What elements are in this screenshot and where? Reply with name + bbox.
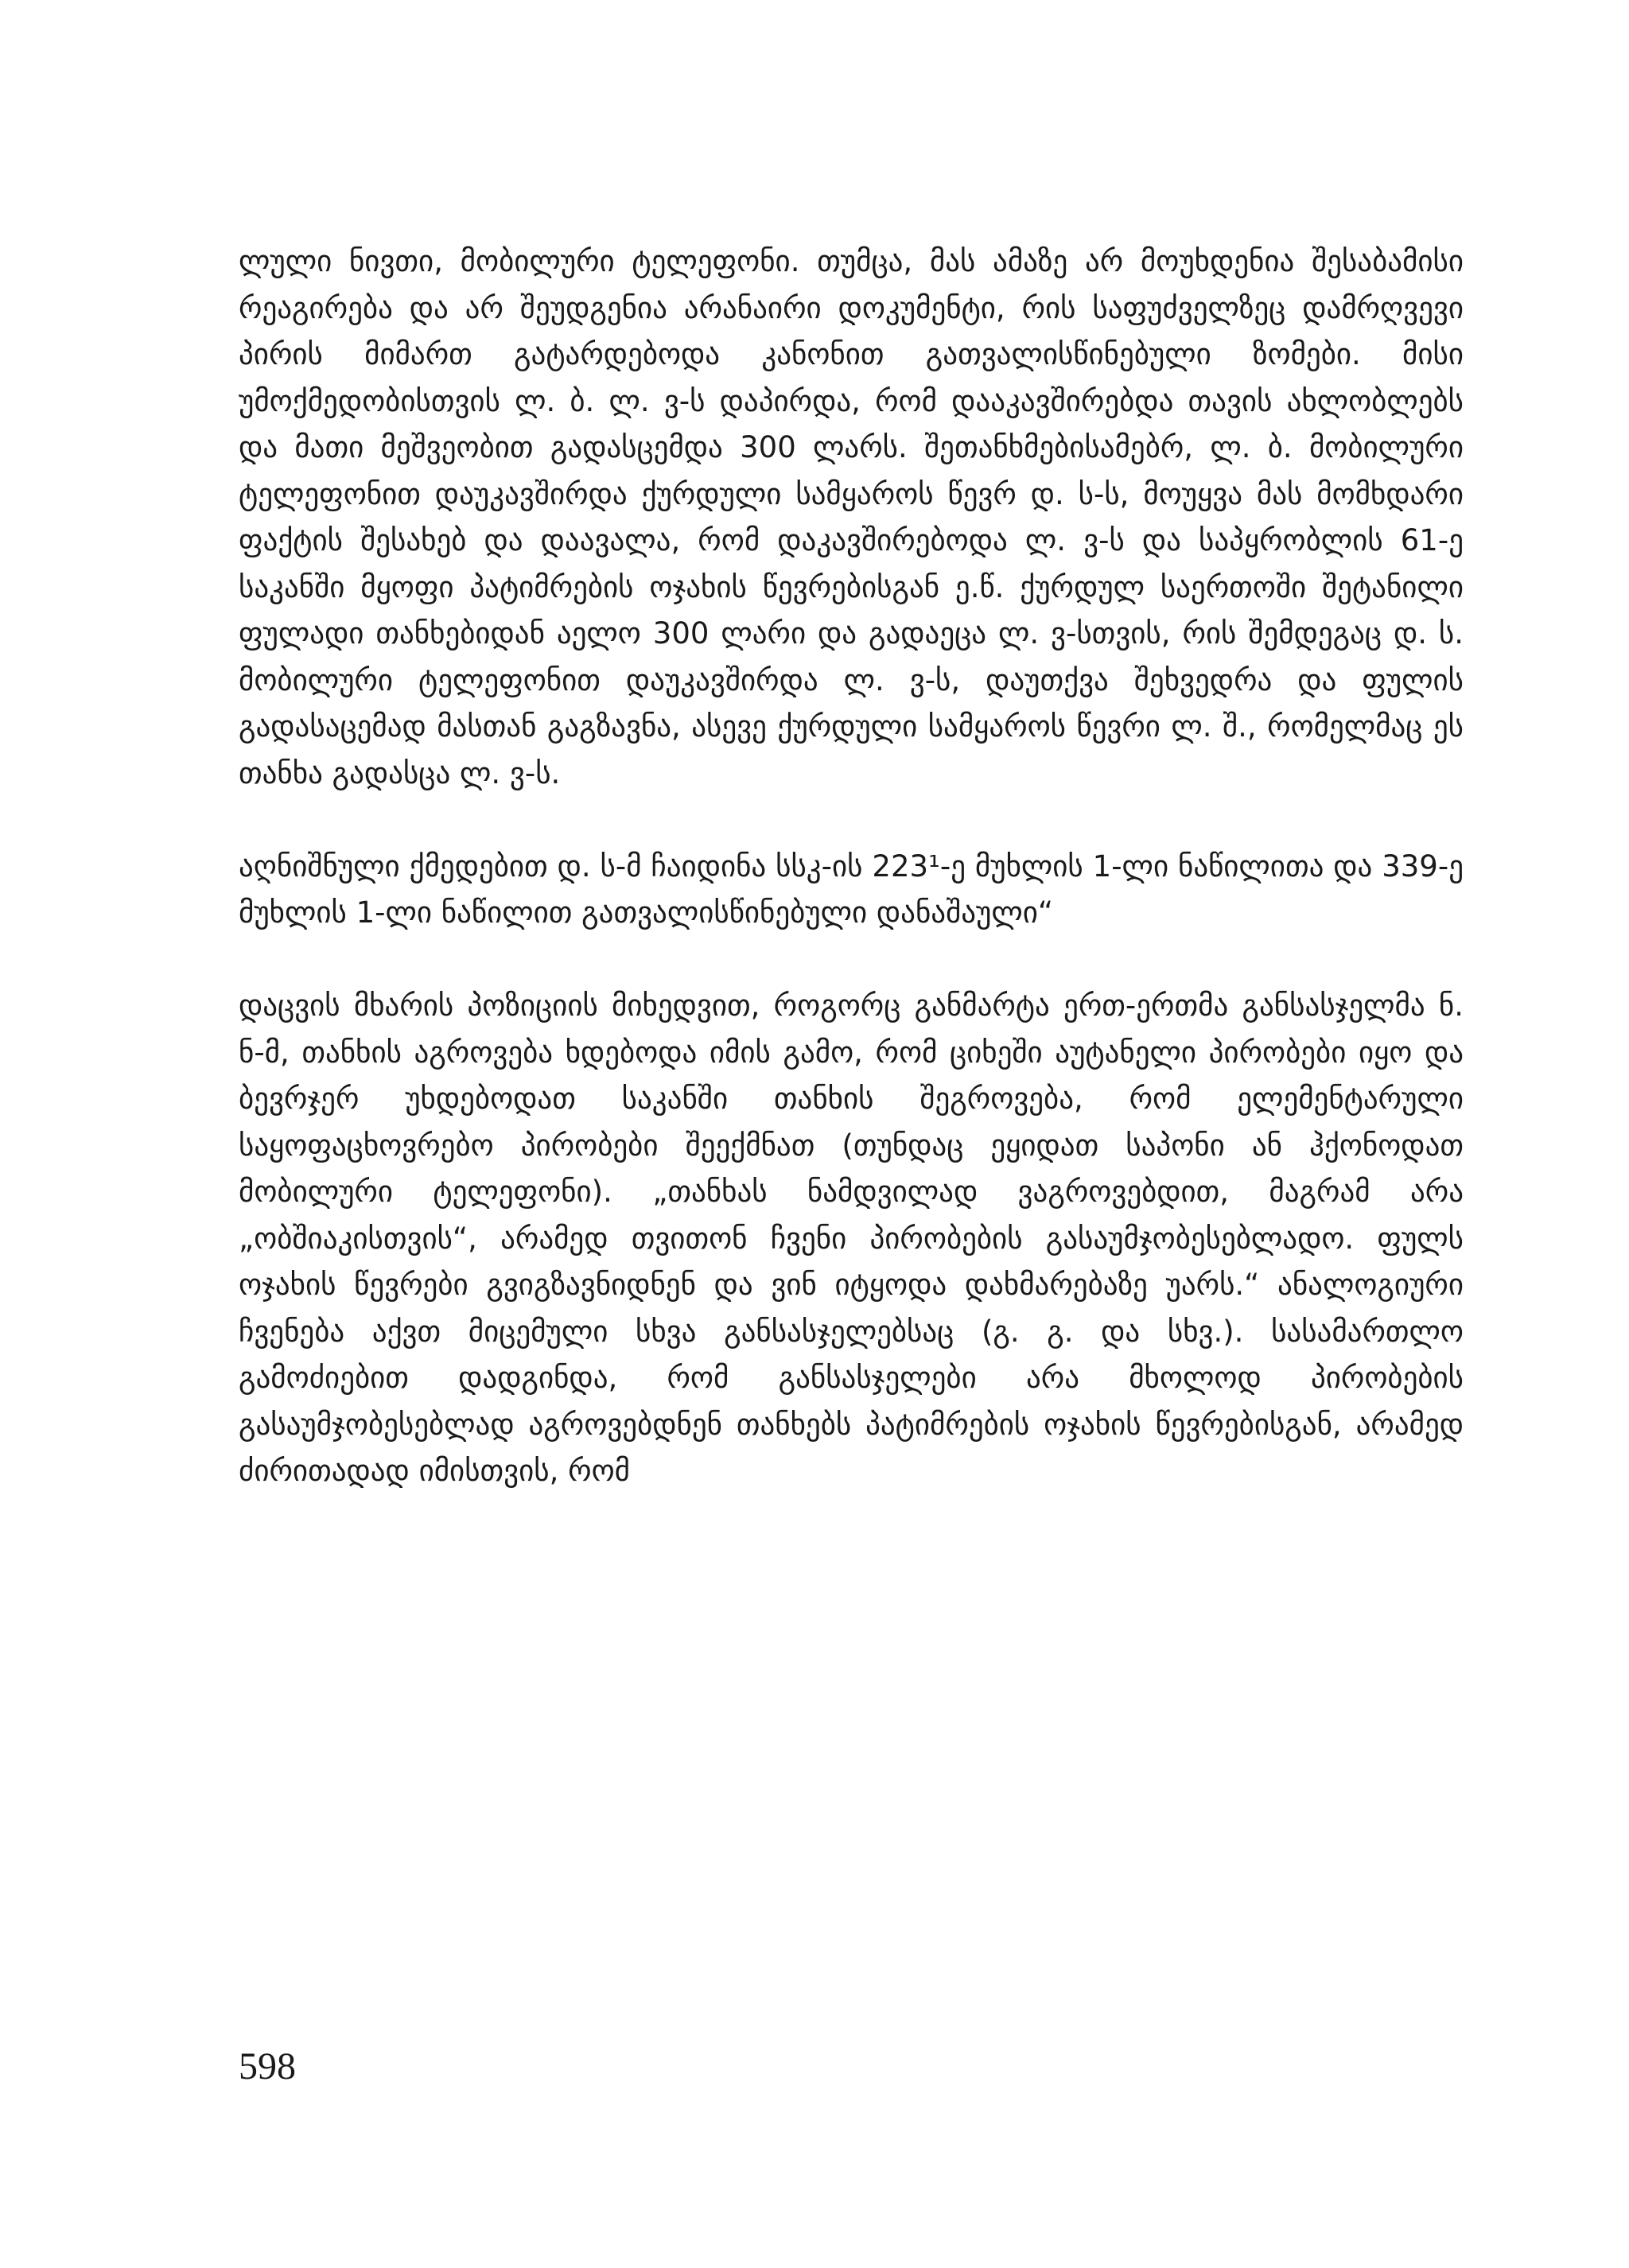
paragraph-gap — [239, 797, 1464, 844]
paragraph-gap — [239, 937, 1464, 984]
paragraph-2: აღნიშნული ქმედებით დ. ს-მ ჩაიდინა სსკ-ის 223¹-ე მუხლის 1-ლი ნაწილითა და 339-ე მუხლის 1-ლი ნაწილით გათვალისწინებული დანაშაული“ — [239, 849, 1464, 930]
paragraph-1: ლული ნივთი, მობილური ტელეფონი. თუმცა, მას ამაზე არ მოუხდენია შესაბამისი რეაგირება და არ შეუდგენია არანაირი დოკუმენტი, რის საფუძველზეც დამრღვევი პირის მიმართ გატარდებოდა კანონით გათვალისწინებული ზომები. მისი უმოქმედობისთვის ლ. ბ. ლ. ვ-ს დაპირდა, რომ დააკავშირებდა თავის ახლობლებს და მათი მეშვეობით გადასცემდა 300 ლარს. შეთანხმებისამებრ, ლ. ბ. მობილური ტელეფონით დაუკავშირდა ქურდული სამყაროს წევრ დ. ს-ს, მოუყვა მას მომხდარი ფაქტის შესახებ და დაავალა, რომ დაკავშირებოდა ლ. ვ-ს და საპყრობლის 61-ე საკანში მყოფი პატიმრების ოჯახის წევრებისგან ე.წ. ქურდულ საერთოში შეტანილი ფულადი თანხებიდან აელო 300 ლარი და გადაეცა ლ. ვ-სთვის, რის შემდეგაც დ. ს. მობილური ტელეფონით დაუკავშირდა ლ. ვ-ს, დაუთქვა შეხვედრა და ფულის გადასაცემად მასთან გაგზავნა, ასევე ქურდული სამყაროს წევრი ლ. შ., რომელმაც ეს თანხა გადასცა ლ. ვ-ს. — [239, 244, 1464, 790]
page-number: 598 — [239, 2045, 296, 2087]
paragraph-3: დაცვის მხარის პოზიციის მიხედვით, როგორც განმარტა ერთ-ერთმა განსასჯელმა ნ. ნ-მ, თანხის აგროვება ხდებოდა იმის გამო, რომ ციხეში აუტანელი პირობები იყო და ბევრჯერ უხდებოდათ საკანში თანხის შეგროვება, რომ ელემენტარული საყოფაცხოვრებო პირობები შეექმნათ (თუნდაც ეყიდათ საპონი ან ჰქონოდათ მობილური ტელეფონი). „თანხას ნამდვილად ვაგროვებდით, მაგრამ არა „ობშიაკისთვის“, არამედ თვითონ ჩვენი პირობების გასაუმჯობესებლადო. ფულს ოჯახის წევრები გვიგზავნიდნენ და ვინ იტყოდა დახმარებაზე უარს.“ ანალოგიური ჩვენება აქვთ მიცემული სხვა განსასჯელებსაც (გ. გ. და სხვ.). სასამართლო გამოძიებით დადგინდა, რომ განსასჯელები არა მხოლოდ პირობების გასაუმჯობესებლად აგროვებდნენ თანხებს პატიმრების ოჯახის წევრებისგან, არამედ ძირითადად იმისთვის, რომ — [239, 988, 1464, 1488]
body-text — [239, 239, 1464, 1495]
